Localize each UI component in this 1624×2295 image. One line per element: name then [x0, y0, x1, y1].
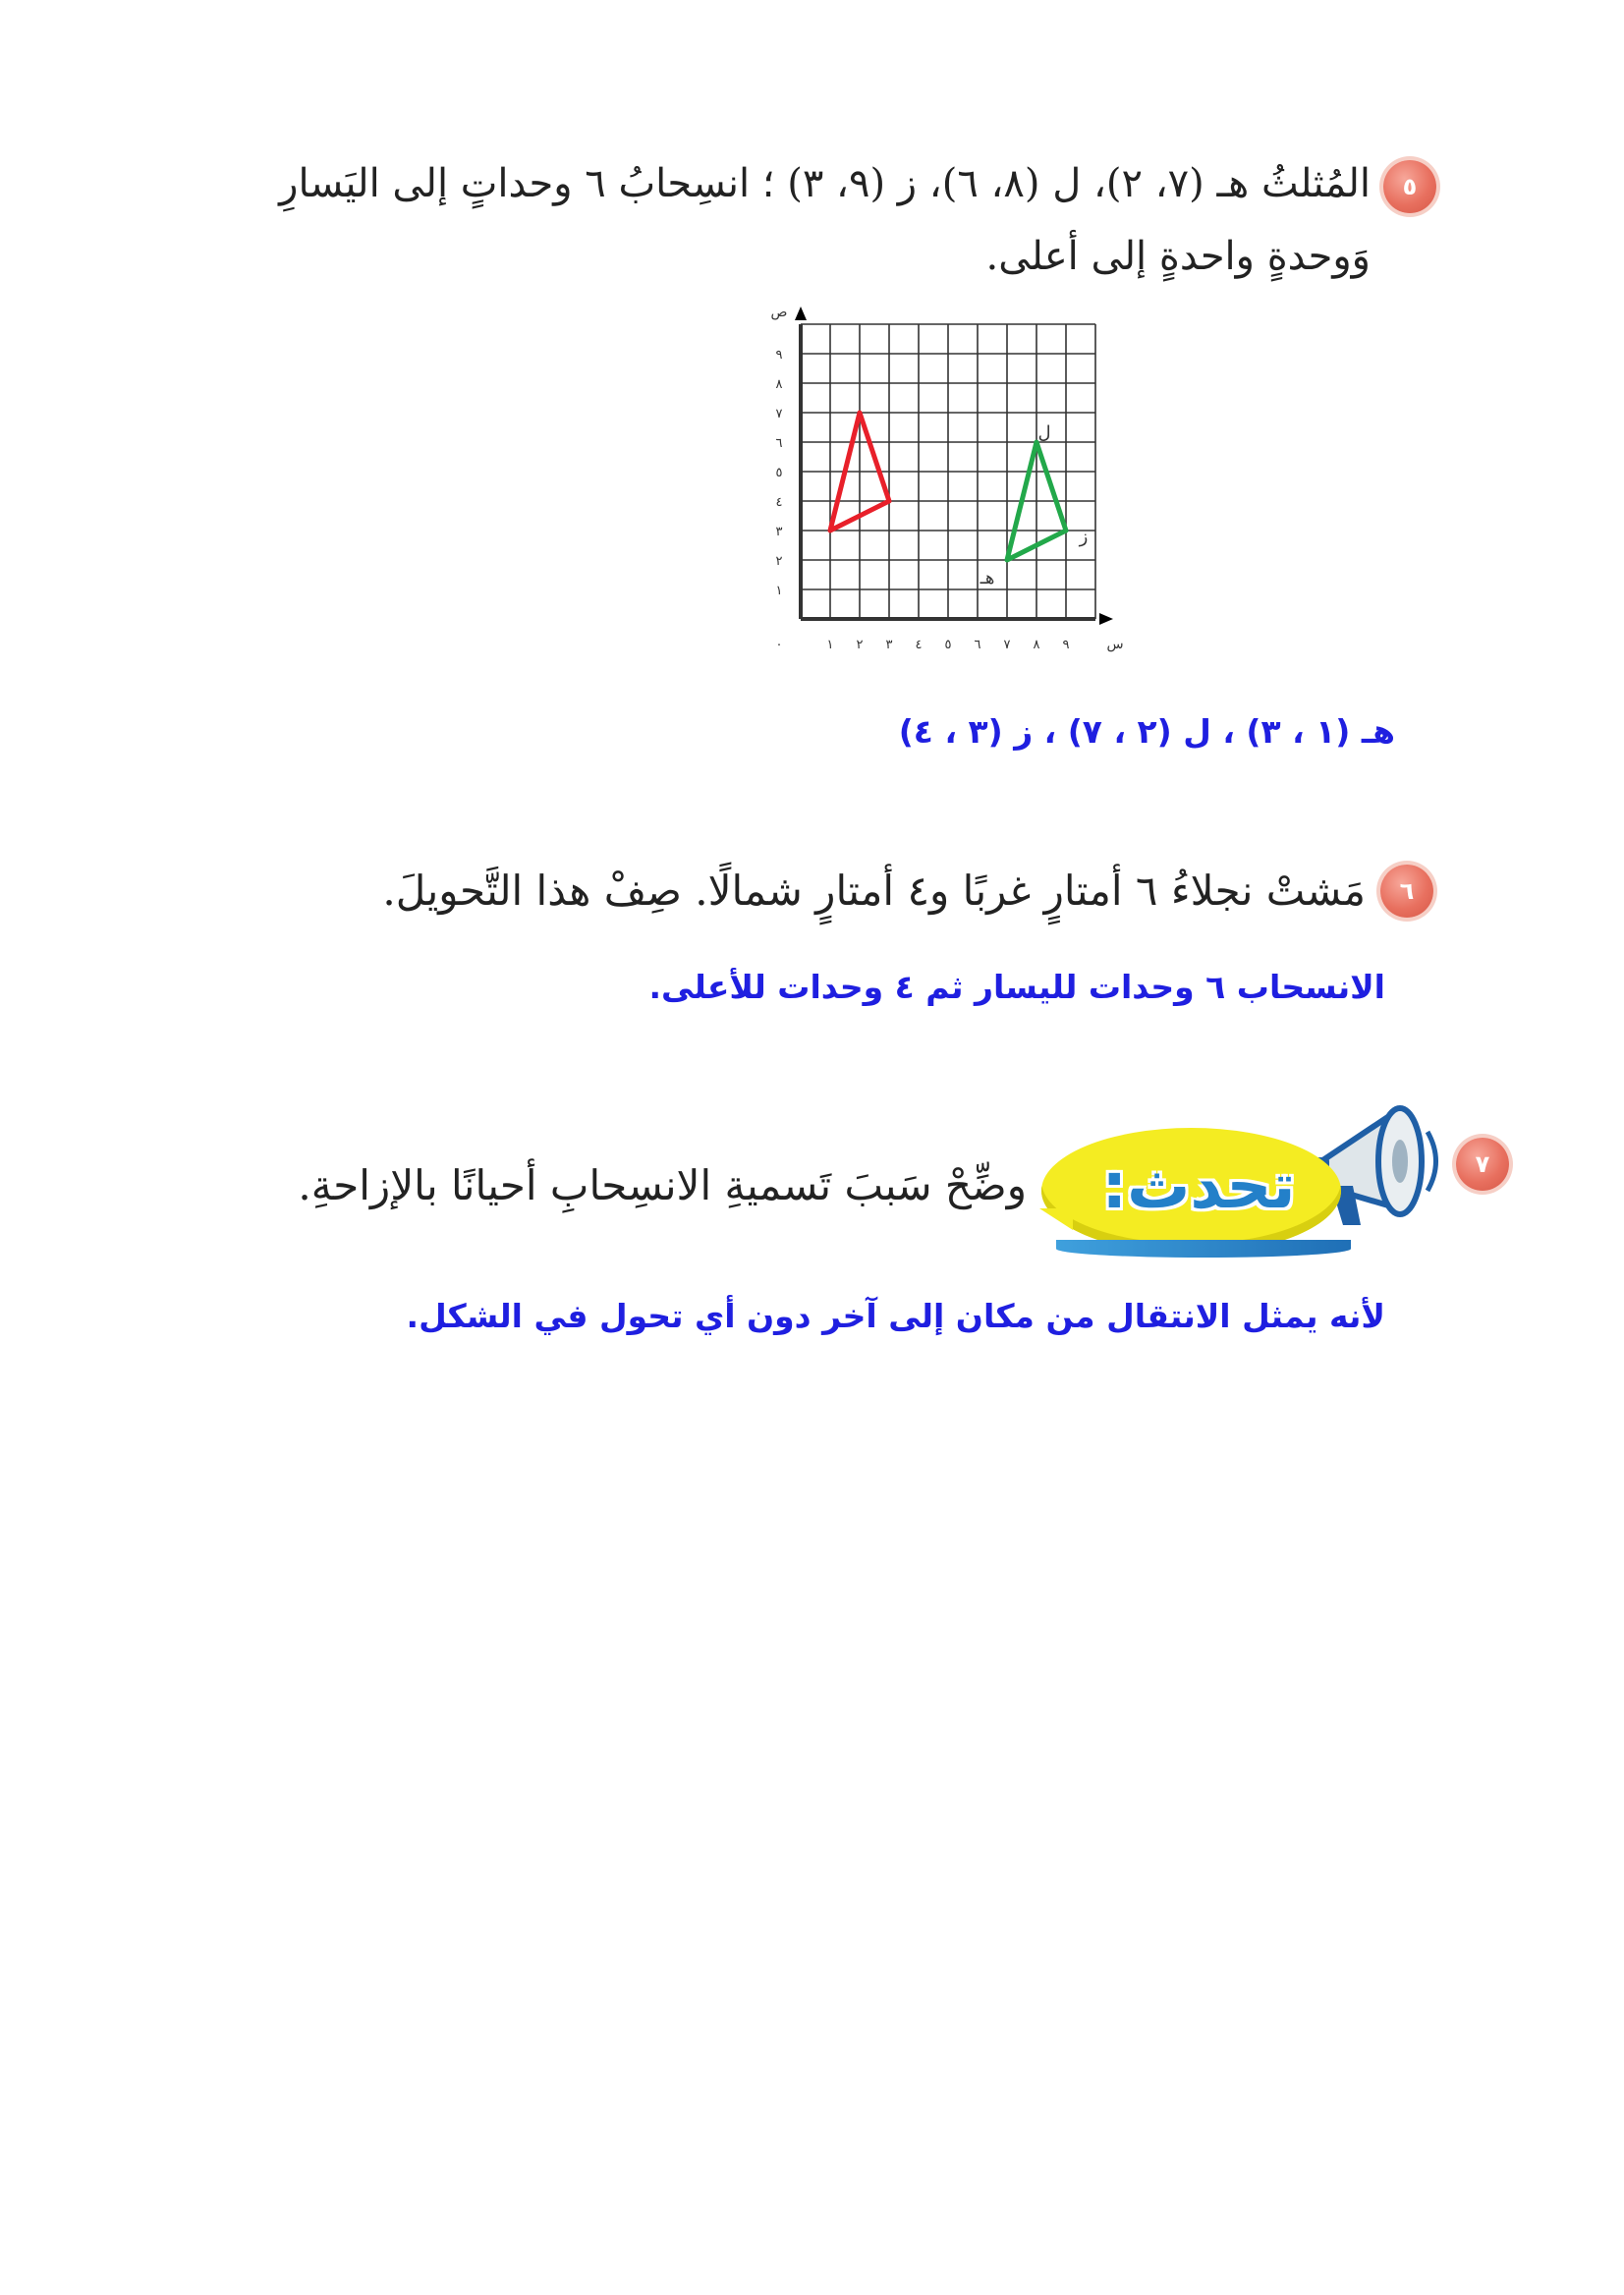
question-number-badge: ٦: [1380, 865, 1433, 918]
x-axis-arrow: [1099, 613, 1113, 625]
talk-label: تحدث:: [1101, 1150, 1296, 1223]
x-tick-label: ٥: [944, 638, 952, 652]
question-5-line-2: وَوحدةٍ واحدةٍ إلى أعلى.: [985, 234, 1371, 279]
talk-bubble-swoosh: [1056, 1240, 1351, 1258]
x-tick-label: ١: [826, 638, 834, 652]
x-tick-label: ٨: [1033, 638, 1040, 652]
y-tick-label: ٣: [775, 525, 783, 539]
talk-bubble-tail: [1039, 1208, 1073, 1230]
question-6-answer: الانسحاب ٦ وحدات لليسار ثم ٤ وحدات للأعلى.: [648, 968, 1385, 1006]
vertex-label: ز: [1079, 527, 1089, 547]
x-tick-label: ٦: [974, 638, 981, 652]
grid-lines: [795, 307, 1113, 625]
y-tick-label: ١: [775, 584, 783, 598]
x-tick-label: ٣: [885, 638, 893, 652]
x-tick-label: ٢: [856, 638, 864, 652]
coordinate-grid: [756, 305, 1124, 663]
question-5-answer: هـ (١ ، ٣) ، ل (٢ ، ٧) ، ز (٣ ، ٤): [898, 712, 1395, 751]
y-tick-label: ٢: [775, 554, 783, 569]
question-5-text: [196, 147, 1371, 293]
question-6-text: مَشتْ نجلاءُ ٦ أمتارٍ غربًا و٤ أمتارٍ شمالًا. صِفْ هذا التَّحويلَ.: [382, 867, 1366, 915]
tick-labels: [771, 305, 1124, 652]
y-tick-label: ٤: [775, 495, 783, 510]
question-number-badge: ٥: [1383, 160, 1436, 213]
y-tick-label: ٥: [775, 466, 783, 480]
vertex-label: هـ: [980, 568, 995, 588]
question-number-badge: ٧: [1456, 1138, 1509, 1191]
y-axis-label: ص: [770, 305, 788, 320]
origin-label: ٠: [775, 638, 783, 652]
question-7-text: وضِّحْ سَببَ تَسميةِ الانسِحابِ أحيانًا بالإزاحةِ.: [298, 1161, 1027, 1209]
x-tick-label: ٧: [1003, 638, 1011, 652]
y-tick-label: ٦: [775, 436, 783, 451]
x-axis-label: س: [1106, 637, 1124, 652]
question-5-line-1: المُثلثُ هـ (٧، ٢)، ل (٨، ٦)، ز (٩، ٣) ؛ انسِحابُ ٦ وحداتٍ إلى اليَسارِ: [279, 161, 1371, 206]
y-tick-label: ٧: [775, 407, 783, 421]
y-axis-arrow: [795, 307, 807, 320]
y-tick-label: ٨: [775, 377, 783, 392]
x-tick-label: ٤: [915, 638, 923, 652]
y-tick-label: ٩: [775, 348, 783, 363]
x-tick-label: ٩: [1062, 638, 1070, 652]
question-7-answer: لأنه يمثل الانتقال من مكان إلى آخر دون أي تحول في الشكل.: [406, 1297, 1385, 1335]
vertex-label: ل: [1037, 422, 1051, 443]
